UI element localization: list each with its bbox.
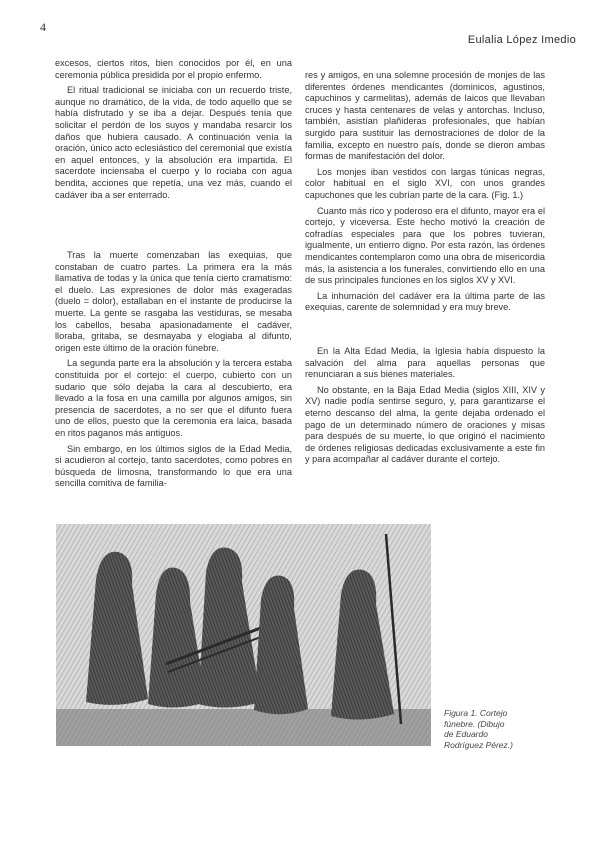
paragraph: El ritual tradicional se iniciaba con un recuerdo triste, aunque no dramático, de la vida, de todo aquello que se había disfrutado y se iba a dejar. Después tenía que solicitar el perdón de los suyos y mandaba resarcir los daños que hubiera causado. A continuación venía la oración, único acto eclesiástico del ceremonial que existía en aquel entonces, y la absolución era impartida. El sacerdote inciensaba el cuerpo y lo rociaba con agua bendita, acciones que repetía, una vez más, cuando el cadáver iba a ser enterrado. (55, 85, 292, 200)
paragraph: Cuanto más rico y poderoso era el difunto, mayor era el cortejo, y viceversa. Este hecho motivó la creación de cofradías especiales para que los pobres tuvieran, igualmente, un entierro digno. Por esta razón, las órdenes mendicantes contemplaron como una obra de misericordia más, la asistencia a los funerales, convirtiendo ello en una de sus principales funciones en los siglos XV y XVI. (305, 205, 545, 286)
paragraph: Tras la muerte comenzaban las exequias, que constaban de cuatro partes. La primera era la más llamativa de todas y la única que tenía cierto cramatismo: el duelo. Las expresiones de dolor más exageradas (duelo = dolor), estallaban en el instante de producirse la muerte. La gente se rasgaba las vestiduras, se mesaba los cabellos, besaba apasionadamente el cadáver, lloraba, gritaba, se desmayaba y elogiaba al difunto, origen este último de la oración fúnebre. (55, 250, 292, 353)
paragraph: No obstante, en la Baja Edad Media (siglos XIII, XIV y XV) nadie podía sentirse seguro, y, para garantizarse el eterno descanso del alma, la gente dejaba ordenado el pago de un determinado número de oraciones y misas para después de su muerte, lo que originó el nacimiento de órdenes religiosas dedicadas exclusivamente a este fin y para acompañar al cadáver durante el cortejo. (305, 384, 545, 465)
paragraph: La inhumación del cadáver era la última parte de las exequias, carente de solemnidad y era muy breve. (305, 290, 545, 313)
figure-caption (444, 708, 534, 750)
paragraph: Sin embargo, en los últimos siglos de la Edad Media, si acudieron al cortejo, tanto sacerdotes, como pobres en búsqueda de limosna, transformando lo que era una sencilla comitiva de familia- (55, 443, 292, 489)
caption-line: Figura 1. Cortejo (444, 708, 508, 718)
right-column-top (305, 70, 545, 318)
procession-drawing (56, 524, 431, 746)
caption-line: Rodríguez Pérez.) (444, 739, 513, 750)
left-column-top (55, 58, 292, 205)
paragraph: res y amigos, en una solemne procesión de monjes de las diferentes órdenes mendicantes (dominicos, agustinos, capuchinos y carmelitas), además de laicos que llevaban cruces y hasta centenares de velas y antorchas. Incluso, también, asistían plañideras profesionales, que habían surgido para sustituir las demostraciones de dolor de la familia, excepto en nuestro país, donde se dieron ambas formas de manifestación del dolor. (305, 70, 545, 162)
paragraph: La segunda parte era la absolución y la tercera estaba constituida por el cortejo: el cuerpo, cubierto con un sudario que sólo dejaba la cara al descubierto, era llevado a la fosa en una camilla por algunos amigos, sin presencia de sacerdotes, a no ser que el difunto fuera uno de ellos, puesto que la ceremonia era laica, basada en ritos paganos más antiguos. (55, 358, 292, 438)
caption-line: fúnebre. (Dibujo (444, 718, 505, 729)
paragraph: excesos, ciertos ritos, bien conocidos por él, en una ceremonia pública presidida por el propio enfermo. (55, 58, 292, 80)
right-column-bottom (305, 346, 545, 470)
left-column-bottom (55, 250, 292, 494)
figure-funeral-procession (56, 524, 431, 746)
page-number: 4 (40, 20, 46, 34)
running-head-author: Eulalia López Imedio (467, 34, 576, 46)
caption-line: de Eduardo (444, 729, 488, 739)
paragraph: Los monjes iban vestidos con largas túnicas negras, color habitual en el siglo XVI, con unos grandes capuchones que les cubrían parte de la cara. (Fig. 1.) (305, 166, 545, 200)
paragraph: En la Alta Edad Media, la Iglesia había dispuesto la salvación del alma para aquellas personas que renunciaran a sus bienes materiales. (305, 346, 545, 380)
